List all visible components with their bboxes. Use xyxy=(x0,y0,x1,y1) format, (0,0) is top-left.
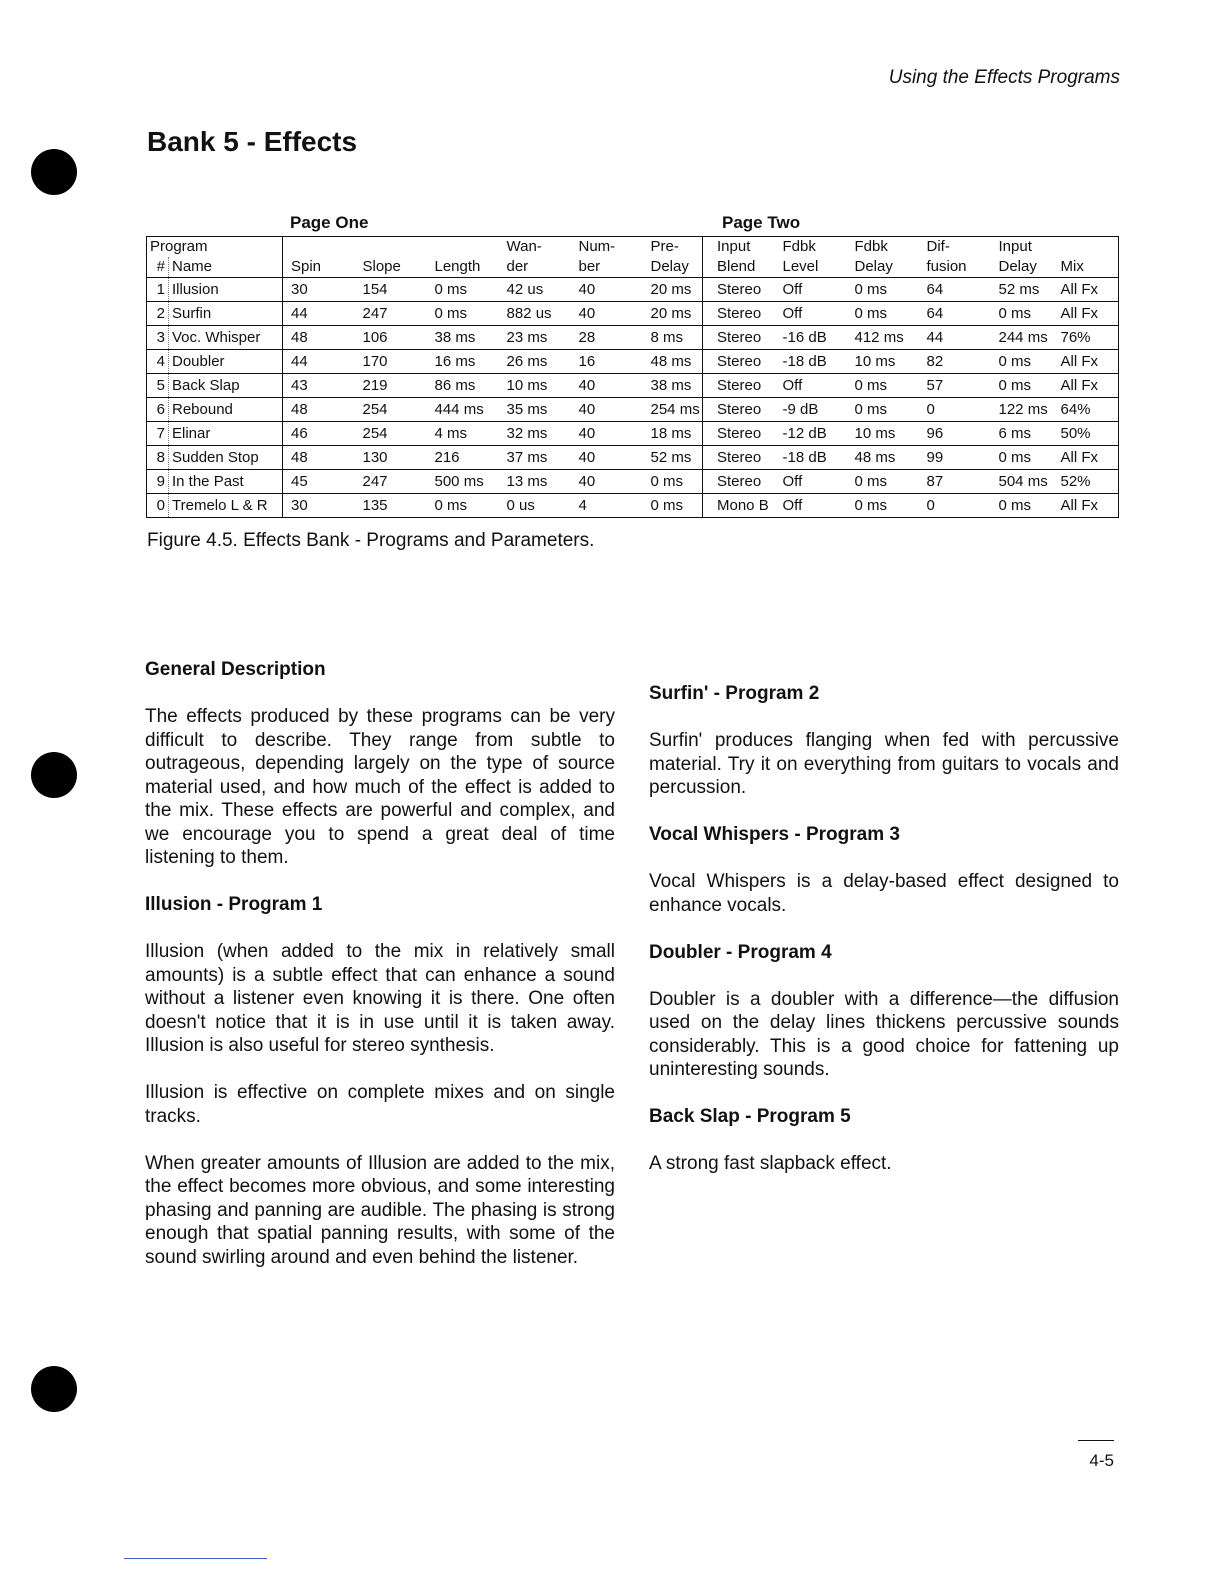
table-cell: 40 xyxy=(571,470,643,494)
table-cell: 0 xyxy=(919,494,991,518)
table-cell: -9 dB xyxy=(775,398,847,422)
table-header-cell: Level xyxy=(775,257,847,278)
table-cell: 444 ms xyxy=(427,398,499,422)
table-header-cell: Input xyxy=(717,238,751,255)
left-column xyxy=(145,658,615,1269)
table-cell: 48 ms xyxy=(847,446,919,470)
table-header-row-1 xyxy=(147,237,1119,258)
table-cell: 0 ms xyxy=(847,302,919,326)
table-header-cell: Pre- xyxy=(643,237,703,258)
table-cell: 244 ms xyxy=(991,326,1053,350)
table-header-cell: Mix xyxy=(1053,257,1119,278)
table-cell: 40 xyxy=(571,374,643,398)
figure-caption: Figure 4.5. Effects Bank - Programs and Parameters. xyxy=(147,530,595,551)
table-cell: 0 ms xyxy=(847,398,919,422)
table-cell: 16 ms xyxy=(427,350,499,374)
table-cell: All Fx xyxy=(1053,350,1119,374)
table-cell: 13 ms xyxy=(499,470,571,494)
table-cell: 6 ms xyxy=(991,422,1053,446)
table-cell: Off xyxy=(775,302,847,326)
table-header-cell: Num- xyxy=(578,238,616,255)
table-cell: 0 ms xyxy=(847,374,919,398)
table-cell: 40 xyxy=(571,302,643,326)
table-header-cell: Slope xyxy=(355,257,427,278)
table-cell: 82 xyxy=(919,350,991,374)
table-cell: 0 ms xyxy=(427,494,499,518)
back-slap-heading: Back Slap - Program 5 xyxy=(649,1106,851,1127)
table-cell: 135 xyxy=(355,494,427,518)
table-row xyxy=(147,350,1119,374)
table-cell: 504 ms xyxy=(991,470,1053,494)
table-cell: -18 dB xyxy=(775,350,847,374)
table-cell: 4 ms xyxy=(427,422,499,446)
table-cell: 254 ms xyxy=(643,398,703,422)
table-cell: 28 xyxy=(571,326,643,350)
table-cell: 216 xyxy=(427,446,499,470)
table-row xyxy=(147,302,1119,326)
table-cell: 86 ms xyxy=(427,374,499,398)
table-row xyxy=(147,422,1119,446)
general-description-heading: General Description xyxy=(145,659,326,680)
table-row xyxy=(147,446,1119,470)
table-cell: Off xyxy=(775,374,847,398)
table-cell: 40 xyxy=(571,398,643,422)
program-name-cell: Surfin xyxy=(169,302,283,326)
table-cell: 26 ms xyxy=(499,350,571,374)
program-number-cell: 8 xyxy=(147,446,169,470)
table-header-cell: Blend xyxy=(703,257,775,278)
table-cell: 106 xyxy=(355,326,427,350)
table-cell: 48 ms xyxy=(643,350,703,374)
table-cell: 38 ms xyxy=(643,374,703,398)
right-column xyxy=(649,682,1119,1176)
table-header-cell: Delay xyxy=(991,257,1053,278)
footer-rule xyxy=(1078,1440,1114,1441)
table-cell: 44 xyxy=(283,350,355,374)
table-cell: 0 ms xyxy=(847,494,919,518)
table-cell: 57 xyxy=(919,374,991,398)
program-name-cell: Back Slap xyxy=(169,374,283,398)
table-cell: All Fx xyxy=(1053,494,1119,518)
table-cell: 99 xyxy=(919,446,991,470)
program-number-cell: 1 xyxy=(147,278,169,302)
table-cell: 10 ms xyxy=(499,374,571,398)
table-cell: 52 ms xyxy=(643,446,703,470)
bottom-rule xyxy=(124,1558,267,1559)
program-number-cell: 9 xyxy=(147,470,169,494)
table-body xyxy=(147,237,1119,518)
table-cell: 130 xyxy=(355,446,427,470)
table-cell: 52 ms xyxy=(991,278,1053,302)
table-cell: 37 ms xyxy=(499,446,571,470)
page-number: 4-5 xyxy=(1089,1451,1114,1470)
table-cell: Stereo xyxy=(703,326,775,350)
table-cell: 46 xyxy=(283,422,355,446)
table-header-cell: Dif- xyxy=(926,238,950,255)
table-cell: Off xyxy=(775,470,847,494)
general-description-text: The effects produced by these programs can be very difficult to describe. They range from subtle to outrageous, depending largely on the type of source material used, and how much of the effect is added to the mix. These effects are powerful and complex, and we encourage you to spend a great deal of time listening to them. xyxy=(145,706,615,868)
program-number-cell: 3 xyxy=(147,326,169,350)
table-cell: 64% xyxy=(1053,398,1119,422)
table-cell: 20 ms xyxy=(643,278,703,302)
table-cell: 8 ms xyxy=(643,326,703,350)
running-header: Using the Effects Programs xyxy=(888,67,1120,88)
table-cell: -18 dB xyxy=(775,446,847,470)
table-cell: 10 ms xyxy=(847,350,919,374)
table-cell: 0 ms xyxy=(643,494,703,518)
table-cell: 18 ms xyxy=(643,422,703,446)
table-cell: Stereo xyxy=(703,470,775,494)
table-cell: 10 ms xyxy=(847,422,919,446)
table-cell: Stereo xyxy=(703,374,775,398)
table-cell: 40 xyxy=(571,446,643,470)
table-header-cell: Name xyxy=(169,257,283,278)
table-row xyxy=(147,470,1119,494)
program-number-cell: 4 xyxy=(147,350,169,374)
table-cell: 0 ms xyxy=(427,302,499,326)
table-cell: 96 xyxy=(919,422,991,446)
table-cell: 44 xyxy=(283,302,355,326)
table-header-cell xyxy=(283,237,355,258)
program-name-cell: Voc. Whisper xyxy=(169,326,283,350)
bank-title: Bank 5 - Effects xyxy=(147,126,358,157)
vocal-whispers-text: Vocal Whispers is a delay-based effect designed to enhance vocals. xyxy=(649,871,1119,916)
table-row xyxy=(147,374,1119,398)
program-number-cell: 0 xyxy=(147,494,169,518)
table-cell: -12 dB xyxy=(775,422,847,446)
table-cell: 0 ms xyxy=(847,278,919,302)
table-row xyxy=(147,494,1119,518)
table-header-cell: Delay xyxy=(847,257,919,278)
table-cell: 40 xyxy=(571,422,643,446)
illusion-paragraph-1: Illusion (when added to the mix in relatively small amounts) is a subtle effect that can enhance a sound without a listener even knowing it is there. One often doesn't notice that it is in use until it is taken away. Illusion is also useful for stereo synthesis. xyxy=(145,941,615,1056)
table-cell: 76% xyxy=(1053,326,1119,350)
table-cell: Off xyxy=(775,494,847,518)
table-cell: 64 xyxy=(919,278,991,302)
table-cell: 247 xyxy=(355,302,427,326)
table-header-cell: fusion xyxy=(919,257,991,278)
program-name-cell: Tremelo L & R xyxy=(169,494,283,518)
table-cell: 122 ms xyxy=(991,398,1053,422)
table-row xyxy=(147,278,1119,302)
program-number-cell: 6 xyxy=(147,398,169,422)
table-cell: 0 ms xyxy=(991,374,1053,398)
program-number-cell: 5 xyxy=(147,374,169,398)
binder-hole-bottom xyxy=(31,1366,77,1412)
table-cell: 42 us xyxy=(499,278,571,302)
program-name-cell: Sudden Stop xyxy=(169,446,283,470)
table-header-cell xyxy=(427,237,499,258)
table-cell: 40 xyxy=(571,278,643,302)
program-name-cell: Elinar xyxy=(169,422,283,446)
table-cell: 44 xyxy=(919,326,991,350)
table-cell: Stereo xyxy=(703,422,775,446)
table-header-cell: Input xyxy=(998,238,1032,255)
program-number-cell: 2 xyxy=(147,302,169,326)
table-row xyxy=(147,326,1119,350)
table-cell: 0 xyxy=(919,398,991,422)
table-cell: Off xyxy=(775,278,847,302)
table-header-row-2 xyxy=(147,257,1119,278)
table-cell: Stereo xyxy=(703,278,775,302)
doubler-heading: Doubler - Program 4 xyxy=(649,941,832,963)
table-cell: 16 xyxy=(571,350,643,374)
table-cell: Stereo xyxy=(703,350,775,374)
table-cell: 254 xyxy=(355,422,427,446)
table-cell: 23 ms xyxy=(499,326,571,350)
binder-hole-top xyxy=(31,149,77,195)
table-header-cell xyxy=(355,237,427,258)
table-header-cell: der xyxy=(499,257,571,278)
table-cell: 50% xyxy=(1053,422,1119,446)
table-header-cell: Fdbk xyxy=(854,238,888,255)
surfin-text: Surfin' produces flanging when fed with percussive material. Try it on everything from guitars to vocals and percussion. xyxy=(649,730,1119,798)
table-cell: 48 xyxy=(283,446,355,470)
table-header-cell: Program xyxy=(147,237,283,258)
table-header-cell xyxy=(1053,237,1119,258)
table-cell: 64 xyxy=(919,302,991,326)
table-cell: 87 xyxy=(919,470,991,494)
table-cell: All Fx xyxy=(1053,446,1119,470)
table-cell: Mono B xyxy=(703,494,775,518)
table-cell: 0 ms xyxy=(643,470,703,494)
table-cell: 45 xyxy=(283,470,355,494)
table-cell: 43 xyxy=(283,374,355,398)
table-cell: Stereo xyxy=(703,302,775,326)
program-name-cell: Doubler xyxy=(169,350,283,374)
table-cell: All Fx xyxy=(1053,302,1119,326)
illusion-paragraph-3: When greater amounts of Illusion are added to the mix, the effect becomes more obvious, and some interesting phasing and panning are audible. The phasing is strong enough that spatial panning results, with some of the sound swirling around and even behind the listener. xyxy=(145,1152,615,1268)
page-one-label: Page One xyxy=(290,213,369,232)
table-header-cell: Wan- xyxy=(506,238,542,255)
table-cell: 0 ms xyxy=(427,278,499,302)
table-cell: 52% xyxy=(1053,470,1119,494)
table-cell: Stereo xyxy=(703,398,775,422)
table-header-cell: Spin xyxy=(283,257,355,278)
table-cell: All Fx xyxy=(1053,278,1119,302)
table-cell: 219 xyxy=(355,374,427,398)
program-number-cell: 7 xyxy=(147,422,169,446)
program-name-cell: Illusion xyxy=(169,278,283,302)
table-cell: Stereo xyxy=(703,446,775,470)
table-cell: 247 xyxy=(355,470,427,494)
table-header-cell: ber xyxy=(571,257,643,278)
doubler-text: Doubler is a doubler with a difference—the diffusion used on the delay lines thickens percussive sounds considerably. This is a good choice for fattening up uninteresting sounds. xyxy=(649,988,1119,1080)
table-cell: 0 ms xyxy=(991,446,1053,470)
table-cell: 4 xyxy=(571,494,643,518)
table-cell: 882 us xyxy=(499,302,571,326)
table-cell: 35 ms xyxy=(499,398,571,422)
table-cell: 48 xyxy=(283,398,355,422)
table-cell: All Fx xyxy=(1053,374,1119,398)
table-cell: -16 dB xyxy=(775,326,847,350)
surfin-heading: Surfin' - Program 2 xyxy=(649,683,820,704)
effects-parameters-table xyxy=(146,236,1119,518)
program-name-cell: Rebound xyxy=(169,398,283,422)
table-header-cell: Fdbk xyxy=(782,238,816,255)
table-cell: 0 ms xyxy=(991,302,1053,326)
table-header-cell: Length xyxy=(427,257,499,278)
table-cell: 254 xyxy=(355,398,427,422)
back-slap-text: A strong fast slapback effect. xyxy=(649,1153,892,1174)
table-cell: 154 xyxy=(355,278,427,302)
table-cell: 0 ms xyxy=(991,494,1053,518)
binder-hole-middle xyxy=(31,752,77,798)
table-cell: 38 ms xyxy=(427,326,499,350)
table-cell: 170 xyxy=(355,350,427,374)
page-two-label: Page Two xyxy=(722,213,801,232)
table-cell: 32 ms xyxy=(499,422,571,446)
table-cell: 30 xyxy=(283,494,355,518)
vocal-whispers-heading: Vocal Whispers - Program 3 xyxy=(649,824,900,845)
table-cell: 0 ms xyxy=(847,470,919,494)
table-cell: 412 ms xyxy=(847,326,919,350)
table-cell: 30 xyxy=(283,278,355,302)
program-name-cell: In the Past xyxy=(169,470,283,494)
table-header-cell: Delay xyxy=(643,257,703,278)
table-row xyxy=(147,398,1119,422)
table-cell: 0 us xyxy=(499,494,571,518)
table-header-cell: # xyxy=(147,257,169,278)
table-cell: 0 ms xyxy=(991,350,1053,374)
table-cell: 20 ms xyxy=(643,302,703,326)
table-cell: 48 xyxy=(283,326,355,350)
illusion-heading: Illusion - Program 1 xyxy=(145,894,323,915)
illusion-paragraph-2: Illusion is effective on complete mixes and on single tracks. xyxy=(145,1082,615,1127)
table-cell: 500 ms xyxy=(427,470,499,494)
